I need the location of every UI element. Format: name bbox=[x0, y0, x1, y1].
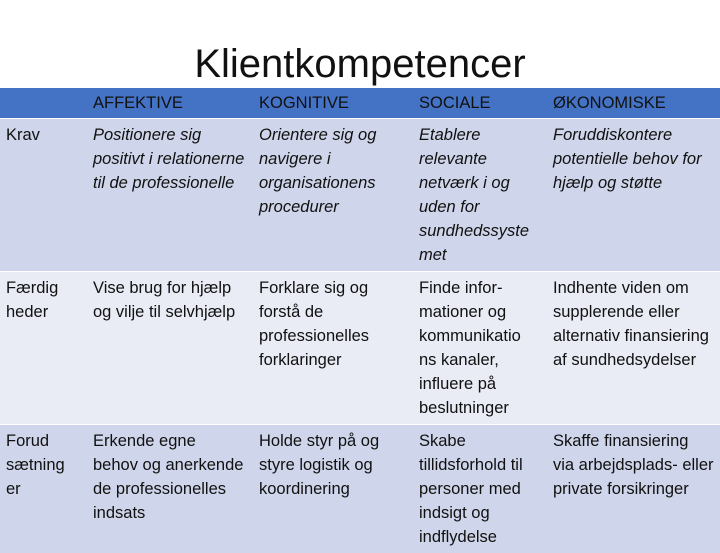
table-row-krav bbox=[0, 119, 720, 272]
table-row-forudsaetninger bbox=[0, 425, 720, 553]
header-okonomiske: ØKONOMISKE bbox=[545, 88, 720, 119]
table-header-row bbox=[0, 88, 720, 119]
row-label-faerdigheder: Færdig heder bbox=[0, 272, 85, 425]
header-corner-cell bbox=[0, 88, 85, 119]
table-cell: Forklare sig og forstå de professionelles forklaringer bbox=[251, 272, 411, 425]
table-cell: Positionere sig positivt i relationerne til de professionelle bbox=[85, 119, 251, 272]
table-cell: Orientere sig og navigere i organisationens procedurer bbox=[251, 119, 411, 272]
table-cell: Skabe tillidsforhold til personer med indsigt og indflydelse bbox=[411, 425, 545, 553]
competence-table bbox=[0, 88, 720, 553]
row-label-forudsaetninger: Forud sætning er bbox=[0, 425, 85, 553]
slide-title: Klientkompetencer bbox=[0, 40, 720, 88]
header-sociale: SOCIALE bbox=[411, 88, 545, 119]
table-cell: Foruddiskontere potentielle behov for hjælp og støtte bbox=[545, 119, 720, 272]
table-row-faerdigheder bbox=[0, 272, 720, 425]
table-cell: Vise brug for hjælp og vilje til selvhjælp bbox=[85, 272, 251, 425]
row-label-krav: Krav bbox=[0, 119, 85, 272]
header-kognitive: KOGNITIVE bbox=[251, 88, 411, 119]
table-cell: Erkende egne behov og anerkende de professionelles indsats bbox=[85, 425, 251, 553]
table-cell: Indhente viden om supplerende eller alternativ finansiering af sundhedsydelser bbox=[545, 272, 720, 425]
table-cell: Etablere relevante netværk i og uden for sundhedssyste met bbox=[411, 119, 545, 272]
table-cell: Skaffe finansiering via arbejdsplads- eller private forsikringer bbox=[545, 425, 720, 553]
header-affektive: AFFEKTIVE bbox=[85, 88, 251, 119]
table-cell: Holde styr på og styre logistik og koordinering bbox=[251, 425, 411, 553]
table-cell: Finde infor- mationer og kommunikatio ns kanaler, influere på beslutninger bbox=[411, 272, 545, 425]
